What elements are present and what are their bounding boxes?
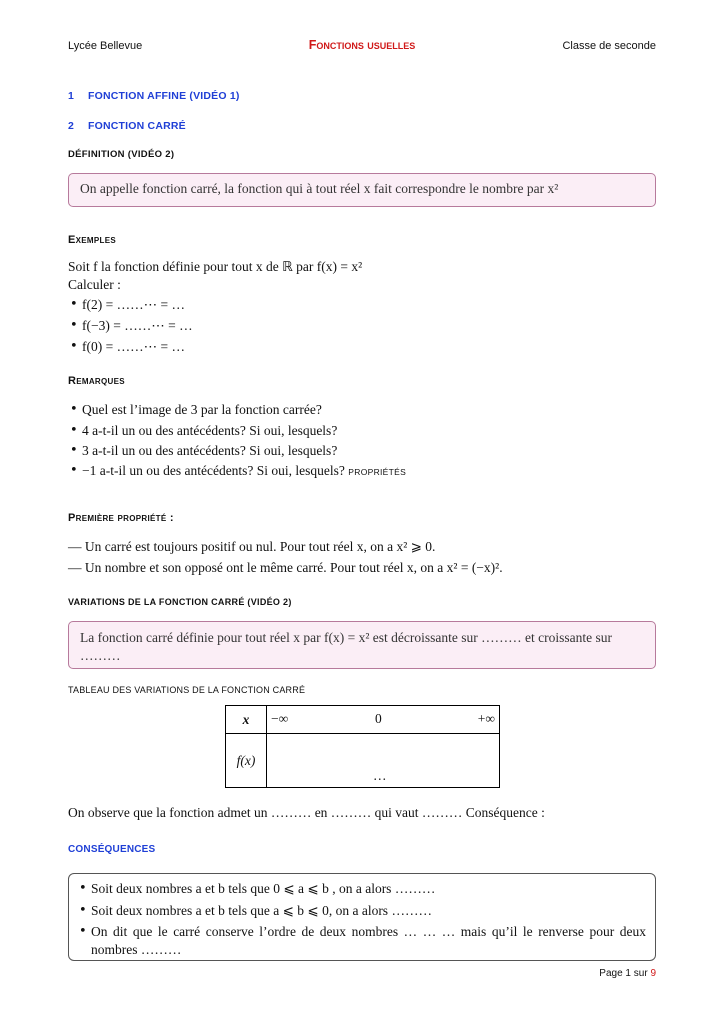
table-x-label: x — [226, 706, 267, 734]
variations-heading: VARIATIONS DE LA FONCTION CARRÉ (VIDÉO 2) — [68, 597, 292, 607]
bullet-icon: • — [70, 463, 78, 478]
bullet-icon: • — [79, 903, 87, 918]
section-1-title: FONCTION AFFINE (VIDÉO 1) — [88, 90, 240, 102]
consequences-heading: CONSÉQUENCES — [68, 844, 156, 855]
page-total: 9 — [650, 968, 656, 979]
remarque-item-2: 4 a-t-il un ou des antécédents? Si oui, lesquels? — [82, 423, 338, 438]
table-fx-values — [267, 734, 500, 788]
bullet-icon: • — [70, 318, 78, 333]
page-number — [599, 968, 656, 979]
table-zero: 0 — [375, 711, 382, 726]
bullet-icon: • — [70, 297, 78, 312]
section-1-number: 1 — [68, 90, 75, 102]
header-right: Classe de seconde — [562, 40, 656, 52]
propriete-heading: Première propriété : — [68, 512, 174, 524]
page-prefix: Page 1 sur — [599, 968, 651, 979]
exemple-item-2: f(−3) = ……⋯ = … — [82, 318, 193, 333]
table-fx-label: f(x) — [226, 734, 267, 788]
remarque-item-3: 3 a-t-il un ou des antécédents? Si oui, lesquels? — [82, 443, 338, 458]
propriete-item-2: — Un nombre et son opposé ont le même carré. Pour tout réel x, on a x² = (−x)². — [68, 560, 503, 575]
variation-table — [225, 705, 500, 788]
observation-text: On observe que la fonction admet un ……… en ……… qui vaut ……… Conséquence : — [68, 805, 545, 820]
definition-text: On appelle fonction carré, la fonction qui à tout réel x fait correspondre le nombre par x² — [80, 181, 559, 196]
tableau-heading: TABLEAU DES VARIATIONS DE LA FONCTION CARRÉ — [68, 685, 306, 695]
remarque-item-4-text: −1 a-t-il un ou des antécédents? Si oui, lesquels? — [82, 463, 345, 478]
bullet-icon: • — [70, 339, 78, 354]
remarque-item-4 — [82, 463, 406, 479]
exemple-item-1: f(2) = ……⋯ = … — [82, 297, 185, 312]
bullet-icon: • — [79, 924, 87, 939]
definition-heading: DÉFINITION (VIDÉO 2) — [68, 149, 175, 160]
consequence-item-3-cont: nombres ……… — [91, 942, 182, 957]
consequence-item-1: Soit deux nombres a et b tels que 0 ⩽ a ⩽ b , on a alors ……… — [91, 881, 436, 896]
table-plus-inf: +∞ — [477, 711, 495, 726]
consequences-box — [68, 873, 656, 961]
table-x-values — [267, 706, 500, 734]
table-minus-inf: −∞ — [271, 711, 289, 726]
consequence-item-3: On dit que le carré conserve l’ordre de deux nombres … … … mais qu’il le renverse pour deux — [91, 924, 646, 939]
table-dots: … — [373, 768, 387, 783]
exemples-heading: Exemples — [68, 234, 116, 246]
bullet-icon: • — [70, 423, 78, 438]
section-2-title: FONCTION CARRÉ — [88, 120, 186, 132]
variations-line-1: La fonction carré définie pour tout réel x par f(x) = x² est décroissante sur ……… et croissante sur — [80, 630, 612, 645]
bullet-icon: • — [70, 402, 78, 417]
variations-line-2: ……… — [80, 648, 121, 663]
bullet-icon: • — [70, 443, 78, 458]
remarque-item-1: Quel est l’image de 3 par la fonction carrée? — [82, 402, 322, 417]
proprietes-label: PROPRIÉTÉS — [348, 467, 407, 477]
exemple-item-3: f(0) = ……⋯ = … — [82, 339, 185, 354]
remarques-heading: Remarques — [68, 375, 125, 387]
bullet-icon: • — [79, 881, 87, 896]
definition-box — [68, 173, 656, 207]
header-left: Lycée Bellevue — [68, 40, 143, 52]
consequence-item-2: Soit deux nombres a et b tels que a ⩽ b ⩽ 0, on a alors ……… — [91, 903, 432, 918]
exemples-intro: Soit f la fonction définie pour tout x de ℝ par f(x) = x² — [68, 259, 363, 274]
variations-box — [68, 621, 656, 669]
exemples-calculer: Calculer : — [68, 277, 121, 292]
header-title: Fonctions usuelles — [308, 38, 416, 52]
section-2-number: 2 — [68, 120, 75, 132]
propriete-item-1: — Un carré est toujours positif ou nul. Pour tout réel x, on a x² ⩾ 0. — [68, 539, 436, 554]
